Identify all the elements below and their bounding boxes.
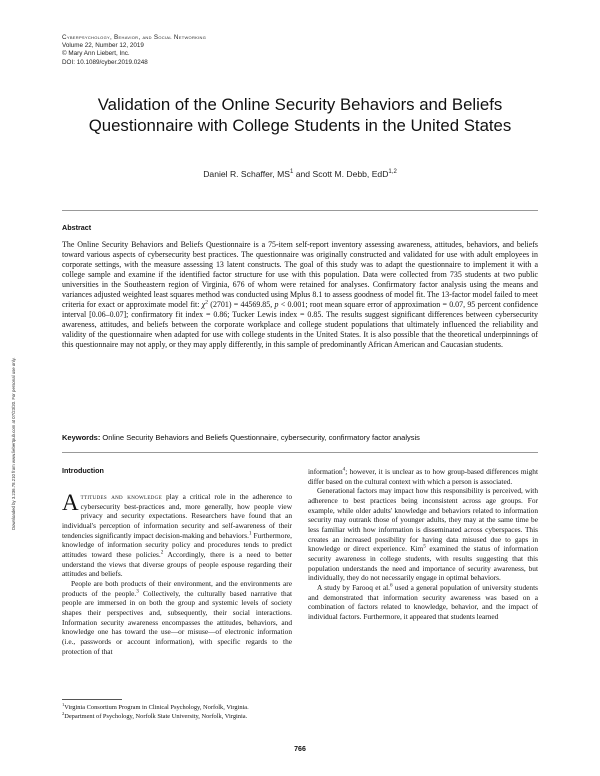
intro-p1-text-b: Furthermore, knowledge of information security policy and procedures tends to predict attitudes toward these policies. — [62, 530, 292, 559]
footnote-2-marker: 2 — [62, 710, 65, 716]
author-2-affil: 1,2 — [388, 169, 397, 176]
introduction-heading: Introduction — [62, 466, 104, 475]
author-2: Scott M. Debb, EdD — [312, 169, 389, 179]
keywords — [62, 433, 538, 442]
right-column — [308, 467, 538, 622]
drop-cap: A — [62, 490, 79, 515]
download-stamp — [6, 210, 16, 530]
author-conjunction: and — [293, 169, 313, 179]
citation: 6 — [389, 582, 393, 589]
intro-r3-text: A study by Farooq et al. — [317, 582, 390, 592]
chi-superscript: 2 — [205, 299, 209, 306]
intro-r1-text-b: ; however, it is unclear as to how group-based differences might differ based on the cultural context with which a person is associated. — [308, 467, 538, 486]
abstract-text-2: (2701) = 44569.85, — [208, 300, 275, 310]
footnote-1-marker: 1 — [62, 701, 65, 707]
keywords-text: Online Security Behaviors and Beliefs Questionnaire, cybersecurity, confirmatory factor analysis — [100, 433, 420, 442]
journal-name: Cyberpsychology, Behavior, and Social Networking — [62, 34, 207, 41]
abstract-body — [62, 240, 538, 351]
author-list — [60, 169, 540, 179]
intro-paragraph-3 — [308, 467, 538, 486]
abstract-heading: Abstract — [62, 223, 92, 232]
citation: 5 — [423, 543, 426, 550]
intro-r2-text-b: examined the status of information security awareness in college students, with results suggesting that this population understands the need and importance of security awareness, but individually, they do not necessarily engage in optimal behaviors. — [308, 544, 538, 583]
abstract-text-3: < 0.001; root mean square error of approximation = 0.07, 95 percent confidence interval [0.06–0.07]; confirmatory fit index = 0.86; Tucker Lewis index = 0.85. The results suggest significant differences between cybersecurity awareness, attitudes, and beliefs between the corporate workplace and college student populations that ultimately influenced the reliability and validity of the questionnaire when adapted for use with college students in the United States. It is also possible that the theoretical underpinnings of this questionnaire may not apply, or they may apply differently, in this sample of predominantly African American and Caucasian students. — [62, 300, 538, 350]
intro-r1-text: information — [308, 467, 343, 476]
citation: 1 — [249, 530, 252, 537]
journal-volume: Volume 22, Number 12, 2019 — [62, 42, 144, 50]
journal-header — [62, 34, 206, 67]
intro-paragraph-5 — [308, 583, 538, 622]
intro-paragraph-1 — [62, 492, 292, 579]
download-stamp-text: Downloaded by 3.236.78.210 from www.liebertpub.com at 07/23/20. For personal use only. — [11, 357, 16, 530]
footnote-rule — [62, 699, 122, 700]
journal-copyright: © Mary Ann Liebert, Inc. — [62, 50, 130, 58]
abstract-bottom-rule — [62, 452, 538, 453]
title-line-2: Questionnaire with College Students in the United States — [88, 116, 512, 135]
footnote-2 — [62, 710, 249, 722]
author-1-affil: 1 — [289, 169, 294, 176]
citation: 3 — [136, 588, 139, 595]
intro-r2-text: Generational factors may impact how this responsibility is perceived, with adherence to best practices being inconsistent across age groups. For example, while older adults' knowledge and behaviors related to information security may outrank those of younger adults, they may at the same time be less familiar with how information is disseminated across cyberspaces. This creates an increased possibility for having data misused due to gaps in knowledge or direct experience. Kim — [308, 486, 538, 554]
abstract-top-rule — [62, 210, 538, 211]
intro-p1-text: play a critical role in the adherence to cybersecurity best-practices and, more generally, how people view privacy and security expectations. Researchers have found that an individual's perception of information security and self-awareness of their tendencies significantly impact decision-making and behaviors. — [62, 492, 292, 540]
footnotes — [62, 701, 249, 721]
title-line-1: Validation of the Online Security Behaviors and Beliefs — [97, 95, 503, 114]
journal-doi: DOI: 10.1089/cyber.2019.0248 — [62, 58, 148, 66]
author-1: Daniel R. Schaffer, MS — [203, 169, 290, 179]
chi-symbol: χ — [201, 300, 206, 310]
citation: 4 — [342, 466, 346, 473]
intro-p1-text-c: Accordingly, there is a need to better understand the views that diverse groups of people espouse regarding their attitudes and beliefs. — [62, 549, 293, 579]
abstract-text-1: The Online Security Behaviors and Beliefs Questionnaire is a 75-item self-report inventory assessing awareness, attitudes, behaviors, and beliefs toward various aspects of cybersecurity best practices. The questionnaire was originally constructed and validated for use with adult employees in corporate settings, with the measure assessing 13 latent constructs. The goal of this study was to adapt the questionnaire to implement it with a college sample and examine if the identified factor structure for use with this population. Data were collected from 735 students at two public universities in the Southeastern region of Virginia, 676 of whom were retained for analyses. Confirmatory factor analysis using the means and variances adjusted weighted least squares method was conducted using Mplus 8.1 to assess goodness of model fit. The 13-factor model failed to meet criteria for exact or approximate model fit: — [62, 240, 538, 310]
paper-title — [60, 94, 540, 136]
lead-small-caps: ttitudes and knowledge — [80, 492, 162, 501]
intro-p2-text: People are both products of their environment, and the environments are products of the people. — [62, 578, 292, 598]
footnote-1-text: Virginia Consortium Program in Clinical Psychology, Norfolk, Virginia. — [64, 704, 249, 711]
citation: 2 — [160, 549, 164, 556]
keywords-label: Keywords: — [62, 433, 101, 442]
intro-paragraph-4 — [308, 486, 538, 583]
page-number: 766 — [294, 746, 306, 753]
intro-paragraph-2 — [62, 579, 292, 656]
intro-r3-text-b: used a general population of university students and demonstrated that information security awareness was based on a combination of factors related to knowledge, behavior, and the impact of individual factors. Furthermore, it appeared that students learned — [308, 582, 538, 621]
intro-p2-text-b: Collectively, the culturally based narrative that people are immersed in on both the group and systemic levels of society shapes their perspectives and, subsequently, their social interactions. Information security awareness encompasses the attitudes, behaviors, and knowledge one has toward the use—or misuse—of electronic information (i.e., passwords or account information), with specific regards to the protection of that — [62, 588, 292, 656]
footnote-2-text: Department of Psychology, Norfolk State University, Norfolk, Virginia. — [64, 712, 248, 720]
p-symbol: p — [274, 300, 279, 310]
left-column — [62, 492, 292, 656]
